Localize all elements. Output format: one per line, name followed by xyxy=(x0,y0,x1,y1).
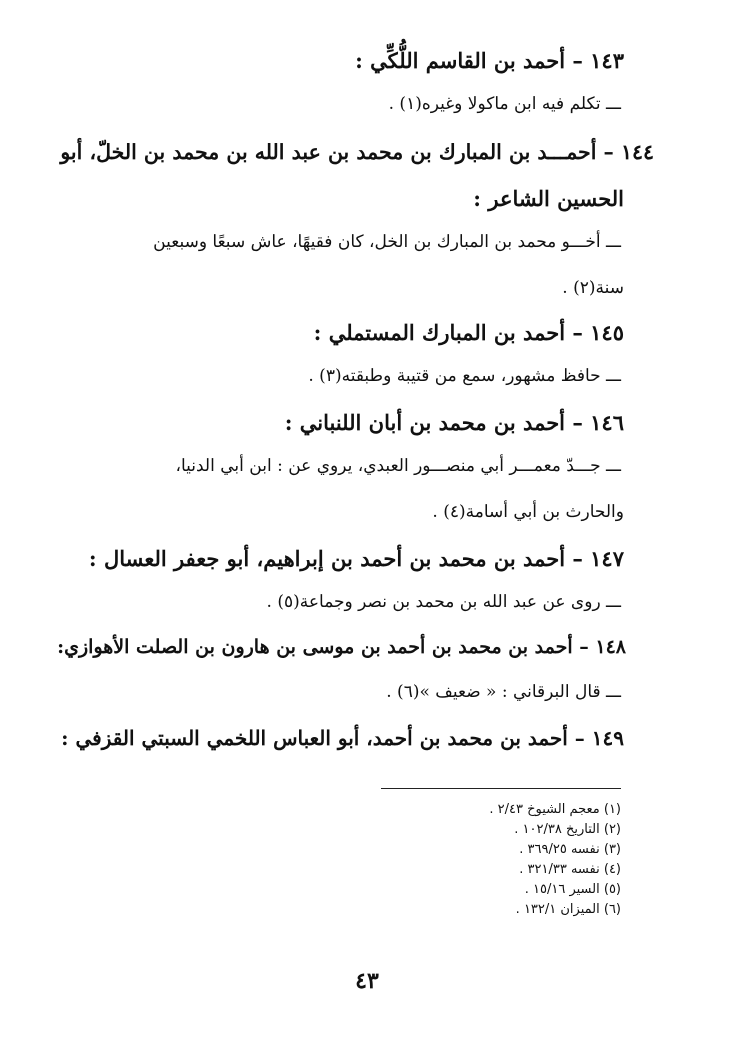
footnote-4: (٤) نفسه ٣٢١/٣٣ . xyxy=(519,862,621,877)
entry-143-text: ـــ تكلم فيه ابن ماكولا وغيره(١) . xyxy=(388,94,621,114)
entry-145-heading: ١٤٥ – أحمد بن المبارك المستملي : xyxy=(313,320,624,345)
entry-145-text: ـــ حافظ مشهور، سمع من قتيبة وطبقته(٣) . xyxy=(308,366,621,386)
entry-144-text: ـــ أخـــو محمد بن المبارك بن الخل، كان فقيهًا، عاش سبعًا وسبعين xyxy=(153,232,621,252)
footnotes xyxy=(489,800,621,920)
entry-149-heading: ١٤٩ – أحمد بن محمد بن أحمد، أبو العباس اللخمي السبتي القزفي : xyxy=(61,726,624,750)
page-number: ٤٣ xyxy=(355,968,379,994)
entry-144-text-cont: سنة(٢) . xyxy=(562,278,624,298)
entry-146-heading: ١٤٦ – أحمد بن محمد بن أبان اللنباني : xyxy=(284,410,624,435)
footnote-2: (٢) التاريخ ١٠٢/٣٨ . xyxy=(514,822,621,837)
entry-146-text: ـــ جـــدّ معمـــر أبي منصـــور العبدي، يروي عن : ابن أبي الدنيا، xyxy=(175,456,621,476)
footnote-3: (٣) نفسه ٣٦٩/٢٥ . xyxy=(519,842,621,857)
entry-148-heading: ١٤٨ – أحمد بن محمد بن أحمد بن موسى بن هارون بن الصلت الأهوازي: xyxy=(57,636,626,658)
entry-144-heading: ١٤٤ – أحمـــد بن المبارك بن محمد بن عبد الله بن محمد بن الخلّ، أبو xyxy=(60,140,654,164)
entry-146-text-cont: والحارث بن أبي أسامة(٤) . xyxy=(432,502,624,522)
footnote-5: (٥) السير ١٥/١٦ . xyxy=(524,882,621,897)
footnote-1: (١) معجم الشيوخ ٢/٤٣ . xyxy=(489,802,621,817)
entry-144-heading-cont: الحسين الشاعر : xyxy=(473,186,624,211)
entry-148-text: ـــ قال البرقاني : « ضعيف »(٦) . xyxy=(386,682,621,702)
entry-147-heading: ١٤٧ – أحمد بن محمد بن أحمد بن إبراهيم، أبو جعفر العسال : xyxy=(88,546,624,571)
footnote-6: (٦) الميزان ١٣٢/١ . xyxy=(515,902,621,917)
entry-147-text: ـــ روى عن عبد الله بن محمد بن نصر وجماعة(٥) . xyxy=(266,592,621,612)
entry-143-heading: ١٤٣ – أحمد بن القاسم اللُّكِّي : xyxy=(355,48,624,73)
footnote-divider xyxy=(381,788,621,789)
